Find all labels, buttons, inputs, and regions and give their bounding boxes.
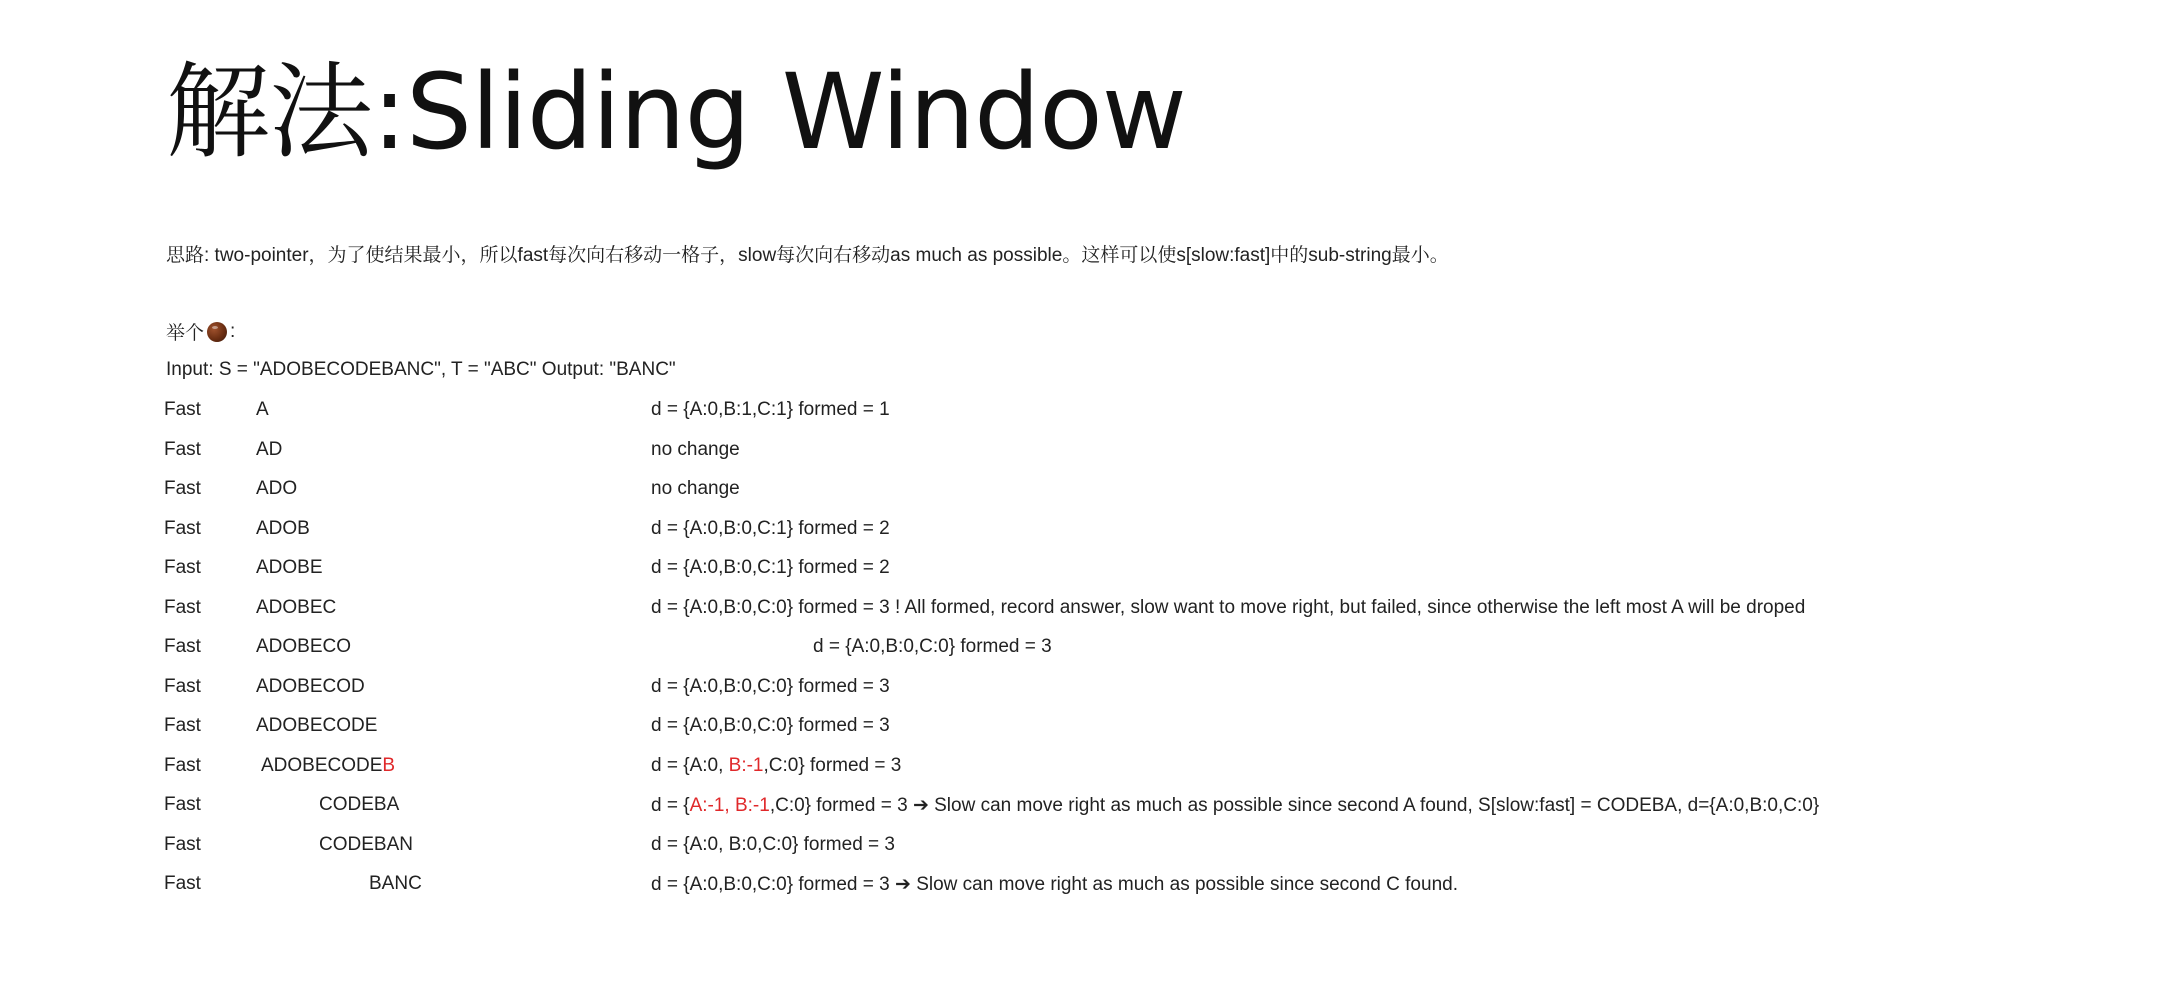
step-label: Fast — [164, 794, 201, 815]
state-note — [651, 755, 901, 777]
trace-row — [0, 715, 2160, 745]
approach-description: 思路: two-pointer，为了使结果最小，所以fast每次向右移动一格子，slow每次向右移动as much as possible。这样可以使s[slow:fast]中的sub-string最小。 — [166, 245, 1449, 266]
window-substring: ADOBECODE — [256, 715, 378, 736]
note-highlight: B:-1 — [728, 755, 764, 776]
note-highlight: A:-1, B:-1 — [689, 795, 770, 816]
slide-title: 解法:Sliding Window — [166, 51, 1186, 173]
note-part: d = {A:0, — [651, 755, 729, 776]
trace-row — [0, 478, 2160, 508]
state-note: d = {A:0, B:0,C:0} formed = 3 — [651, 834, 895, 855]
trace-row — [0, 597, 2160, 627]
step-label: Fast — [164, 399, 201, 420]
arrow-right-icon: ➔ — [912, 795, 929, 816]
trace-row — [0, 518, 2160, 548]
arrow-right-icon: ➔ — [895, 874, 911, 895]
step-label: Fast — [164, 636, 201, 657]
window-substring — [261, 755, 395, 777]
trace-row — [0, 794, 2160, 824]
note-part: Slow can move right as much as possible since second A found, S[slow:fast] = CODEBA, d={A:0,B:0,C:0} — [928, 795, 1820, 816]
input-output-line: Input: S = "ADOBECODEBANC", T = "ABC" Output: "BANC" — [166, 359, 676, 380]
note-part: d = {A:0,B:0,C:0} formed = 3 — [651, 874, 895, 895]
window-substring: ADOBE — [256, 557, 323, 578]
trace-row — [0, 676, 2160, 706]
window-substring: AD — [256, 439, 283, 460]
step-label: Fast — [164, 557, 201, 578]
state-note: no change — [651, 478, 740, 499]
example-prefix: 举个 — [166, 323, 205, 344]
trace-row — [0, 439, 2160, 469]
step-label: Fast — [164, 478, 201, 499]
step-label: Fast — [164, 676, 201, 697]
step-label: Fast — [164, 439, 201, 460]
trace-row — [0, 873, 2160, 903]
state-note: d = {A:0,B:0,C:0} formed = 3 — [813, 636, 1052, 657]
note-part: d = { — [651, 795, 690, 816]
window-substring: ADOBEC — [256, 597, 337, 618]
note-part: Slow can move right as much as possible since second C found. — [910, 874, 1458, 895]
state-note: d = {A:0,B:0,C:0} formed = 3 — [651, 715, 890, 736]
trace-row — [0, 636, 2160, 666]
window-substring: CODEBAN — [319, 834, 413, 855]
window-substring: ADOBECO — [256, 636, 352, 657]
step-label: Fast — [164, 518, 201, 539]
window-substring: ADOBECOD — [256, 676, 365, 697]
trace-row — [0, 755, 2160, 785]
state-note: d = {A:0,B:0,C:0} formed = 3 — [651, 676, 890, 697]
example-label — [166, 318, 235, 345]
trace-row — [0, 399, 2160, 429]
state-note: d = {A:0,B:1,C:1} formed = 1 — [651, 399, 890, 420]
step-label: Fast — [164, 873, 201, 894]
window-substring: ADOB — [256, 518, 310, 539]
state-note: d = {A:0,B:0,C:0} formed = 3 ! All formed, record answer, slow want to move right, but failed, since otherwise the left most A will be droped — [651, 597, 1806, 618]
step-label: Fast — [164, 715, 201, 736]
window-substring: A — [256, 399, 269, 420]
window-main: ADOBECODE — [261, 755, 383, 776]
window-new-char: B — [382, 755, 396, 776]
trace-row — [0, 834, 2160, 864]
window-substring: BANC — [369, 873, 422, 894]
chestnut-icon — [207, 322, 227, 342]
state-note: d = {A:0,B:0,C:1} formed = 2 — [651, 557, 890, 578]
note-part: ,C:0} formed = 3 — [763, 755, 902, 776]
state-note: no change — [651, 439, 740, 460]
window-substring: ADO — [256, 478, 298, 499]
step-label: Fast — [164, 597, 201, 618]
window-substring: CODEBA — [319, 794, 400, 815]
note-part: ,C:0} formed = 3 — [769, 795, 908, 816]
state-note — [651, 794, 1819, 817]
trace-row — [0, 557, 2160, 587]
step-label: Fast — [164, 834, 201, 855]
example-suffix: : — [230, 320, 236, 342]
state-note — [651, 873, 1458, 896]
step-label: Fast — [164, 755, 201, 776]
state-note: d = {A:0,B:0,C:1} formed = 2 — [651, 518, 890, 539]
